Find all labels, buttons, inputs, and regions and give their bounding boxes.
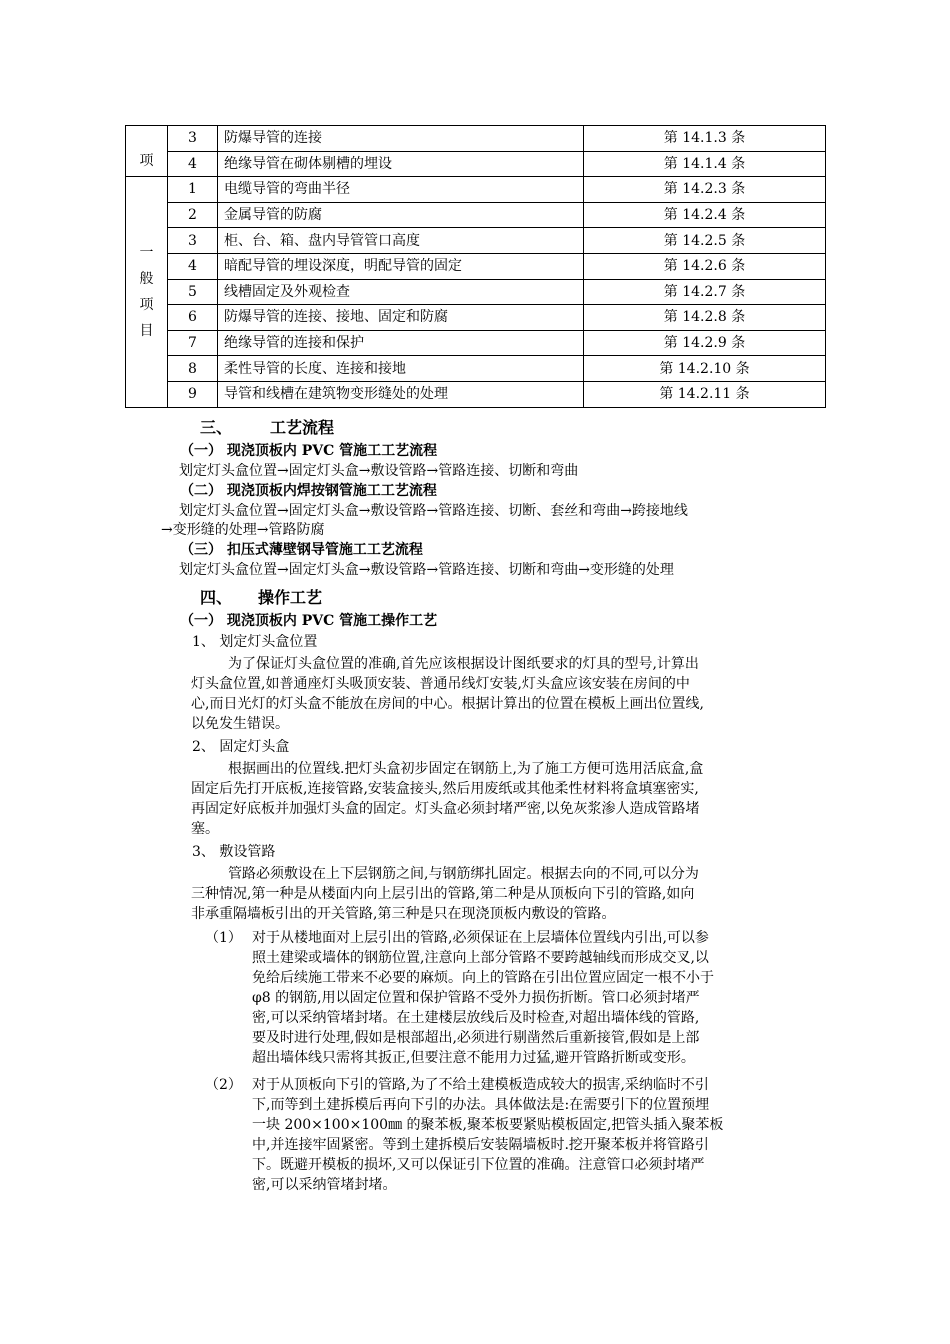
sub-title: 扣压式薄壁钢导管施工工艺流程: [226, 542, 423, 558]
paragraph-line: 再固定好底板并加强灯头盒的固定。灯头盒必须封堵严密,以免灰浆渗人造成管路堵: [191, 801, 700, 817]
item-reference: 第 14.2.3 条: [584, 177, 826, 203]
table-row: [126, 126, 826, 152]
table-row: [126, 279, 826, 305]
item-reference: 第 14.2.8 条: [584, 305, 826, 331]
paragraph-line: 根据画出的位置线.把灯头盒初步固定在钢筋上,为了施工方便可选用活底盒,盒: [228, 761, 704, 777]
flow-2-line-1: 划定灯头盒位置→固定灯头盒→敷设管路→管路连接、切断、套丝和弯曲→跨接地线: [179, 503, 688, 519]
step-1-heading: 1、 划定灯头盒位置: [192, 634, 318, 650]
general-category-cell: [126, 177, 168, 407]
item-name: 防爆导管的连接: [218, 126, 584, 152]
section3-sub3-heading: [180, 541, 423, 559]
step-1-paragraph: [191, 654, 831, 734]
section3-sub2-heading: [180, 482, 437, 500]
section4-sub1-heading: [180, 612, 437, 630]
item-2-paragraph: [252, 1075, 832, 1195]
paragraph-line: 灯头盒位置,如普通座灯头吸顶安装、普通吊线灯安装,灯头盒应该安装在房间的中: [191, 676, 690, 692]
paragraph-line: 对于从顶板向下引的管路,为了不给土建模板造成较大的损害,采纳临时不引: [252, 1077, 709, 1093]
item-number: 2: [168, 202, 218, 228]
general-label-char: 一: [139, 244, 154, 261]
table-row: [126, 202, 826, 228]
item-2-number: （2）: [205, 1077, 242, 1093]
table-row: [126, 151, 826, 177]
section3-heading: [200, 419, 334, 437]
paragraph-line: 密,可以采纳管堵封堵。在土建楼层放线后及时检查,对超出墙体线的管路,: [252, 1010, 700, 1026]
paragraph-line: 为了保证灯头盒位置的准确,首先应该根据设计图纸要求的灯具的型号,计算出: [228, 656, 699, 672]
sub-title: 现浇顶板内 PVC 管施工工艺流程: [226, 443, 438, 459]
paragraph-line: φ8 的钢筋,用以固定位置和保护管路不受外力损伤折断。管口必须封堵严: [252, 990, 700, 1006]
general-label-char: 般: [139, 270, 154, 287]
paragraph-line: 对于从楼地面对上层引出的管路,必须保证在上层墙体位置线内引出,可以参: [252, 930, 709, 946]
item-reference: 第 14.2.7 条: [584, 279, 826, 305]
table-row: [126, 177, 826, 203]
general-label-char: 目: [139, 322, 154, 339]
section3-sub1-heading: [180, 442, 437, 460]
item-reference: 第 14.2.10 条: [584, 356, 826, 382]
step-2-heading: 2、 固定灯头盒: [192, 739, 290, 755]
table-row: [126, 356, 826, 382]
flow-1: 划定灯头盒位置→固定灯头盒→敷设管路→管路连接、切断和弯曲: [179, 463, 579, 479]
section-number: 三、: [200, 418, 233, 437]
sub-title: 现浇顶板内焊按钢管施工工艺流程: [226, 483, 437, 499]
paragraph-line: 塞。: [191, 821, 219, 837]
item-name: 电缆导管的弯曲半径: [218, 177, 584, 203]
step-2-paragraph: [191, 759, 831, 839]
item-number: 3: [168, 228, 218, 254]
item-name: 线槽固定及外观检查: [218, 279, 584, 305]
paragraph-line: 超出墙体线只需将其扳正,但要注意不能用力过猛,避开管路折断或变形。: [252, 1050, 695, 1066]
sub-number: （一）: [180, 443, 222, 459]
paragraph-line: 非承重隔墙板引出的开关管路,第三种是只在现浇顶板内敷设的管路。: [191, 906, 616, 922]
item-reference: 第 14.2.4 条: [584, 202, 826, 228]
item-number: 4: [168, 253, 218, 279]
item-reference: 第 14.2.5 条: [584, 228, 826, 254]
paragraph-line: 固定后先打开底板,连接管路,安装盒接头,然后用废纸或其他柔性材料将盒填塞密实,: [191, 781, 699, 797]
paragraph-line: 下。既避开模板的损坏,又可以保证引下位置的准确。注意管口必须封堵严: [252, 1157, 705, 1173]
paragraph-line: 一块 200×100×100㎜ 的聚苯板,聚苯板要紧贴模板固定,把管头插入聚苯板: [252, 1117, 724, 1133]
item-reference: 第 14.2.11 条: [584, 381, 826, 407]
item-number: 4: [168, 151, 218, 177]
item-reference: 第 14.2.9 条: [584, 330, 826, 356]
sub-number: （三）: [180, 542, 222, 558]
item-name: 防爆导管的连接、接地、固定和防腐: [218, 305, 584, 331]
paragraph-line: 密,可以采纳管堵封堵。: [252, 1177, 397, 1193]
category-label: 项: [139, 153, 154, 170]
item-name: 暗配导管的埋设深度，明配导管的固定: [218, 253, 584, 279]
inspection-items-table: [125, 125, 826, 408]
step-3-heading: 3、 敷设管路: [192, 844, 276, 860]
item-name: 绝缘导管的连接和保护: [218, 330, 584, 356]
general-label-char: 项: [139, 296, 154, 313]
section-title: 工艺流程: [270, 418, 335, 437]
item-number: 3: [168, 126, 218, 152]
item-reference: 第 14.1.4 条: [584, 151, 826, 177]
step-3-paragraph: [191, 864, 831, 924]
item-reference: 第 14.1.3 条: [584, 126, 826, 152]
table-row: [126, 253, 826, 279]
paragraph-line: 照土建梁或墙体的钢筋位置,注意向上部分管路不要跨越轴线而形成交叉,以: [252, 950, 709, 966]
item-reference: 第 14.2.6 条: [584, 253, 826, 279]
paragraph-line: 心,而日光灯的灯头盒不能放在房间的中心。根据计算出的位置在模板上画出位置线,: [191, 696, 704, 712]
paragraph-line: 管路必须敷设在上下层钢筋之间,与钢筋绑扎固定。根据去向的不同,可以分为: [228, 866, 699, 882]
section-number: 四、: [200, 588, 233, 607]
table-row: [126, 381, 826, 407]
item-1-number: （1）: [205, 930, 242, 946]
item-number: 6: [168, 305, 218, 331]
item-number: 9: [168, 381, 218, 407]
item-name: 柔性导管的长度、连接和接地: [218, 356, 584, 382]
table-row: [126, 330, 826, 356]
sub-number: （二）: [180, 483, 222, 499]
item-number: 1: [168, 177, 218, 203]
item-name: 柜、台、箱、盘内导管管口高度: [218, 228, 584, 254]
main-control-category-cell: [126, 126, 168, 177]
sub-number: （一）: [180, 613, 222, 629]
item-number: 5: [168, 279, 218, 305]
paragraph-line: 免给后续施工带来不必要的麻烦。向上的管路在引出位置应固定一根不小于: [252, 970, 714, 986]
paragraph-line: 以免发生错误。: [191, 716, 289, 732]
section4-heading: [200, 589, 322, 607]
item-1-paragraph: [252, 928, 832, 1068]
item-number: 8: [168, 356, 218, 382]
item-name: 绝缘导管在砌体剔槽的埋设: [218, 151, 584, 177]
flow-3: 划定灯头盒位置→固定灯头盒→敷设管路→管路连接、切断和弯曲→变形缝的处理: [179, 562, 674, 578]
item-number: 7: [168, 330, 218, 356]
item-name: 金属导管的防腐: [218, 202, 584, 228]
flow-2-line-2: →变形缝的处理→管路防腐: [161, 522, 325, 538]
paragraph-line: 中,并连接牢固紧密。等到土建拆模后安装隔墙板时.挖开聚苯板并将管路引: [252, 1137, 709, 1153]
paragraph-line: 三种情况,第一种是从楼面内向上层引出的管路,第二种是从顶板向下引的管路,如向: [191, 886, 695, 902]
item-name: 导管和线槽在建筑物变形缝处的处理: [218, 381, 584, 407]
paragraph-line: 下,而等到土建拆模后再向下引的办法。具体做法是:在需要引下的位置预埋: [252, 1097, 710, 1113]
table-row: [126, 305, 826, 331]
section-title: 操作工艺: [258, 588, 323, 607]
table-row: [126, 228, 826, 254]
sub-title: 现浇顶板内 PVC 管施工操作工艺: [226, 613, 438, 629]
paragraph-line: 要及时进行处理,假如是根部超出,必须进行剔凿然后重新接管,假如是上部: [252, 1030, 700, 1046]
